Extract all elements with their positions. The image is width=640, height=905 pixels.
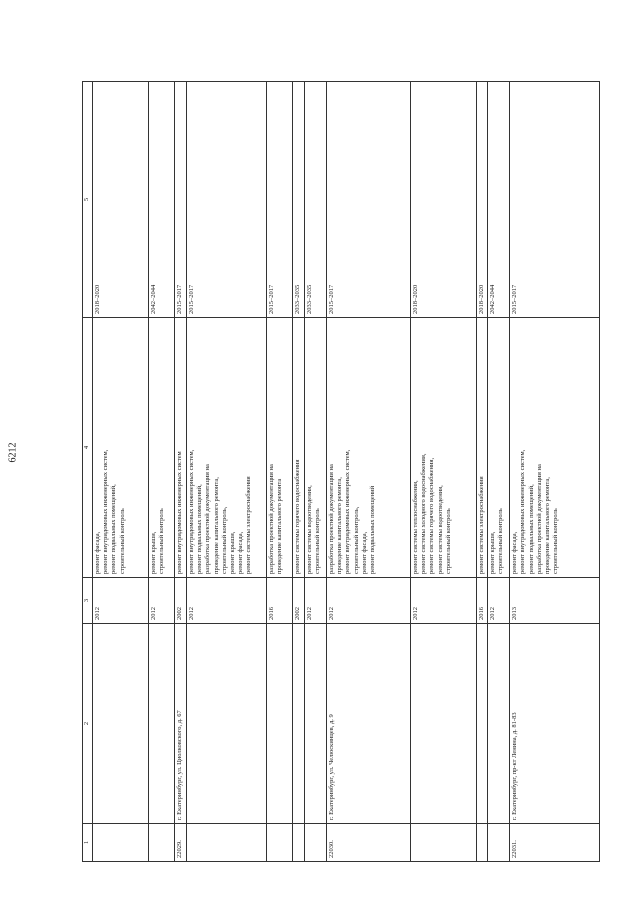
row-period: 2042–2044: [488, 82, 510, 318]
row-year: 2002: [175, 578, 187, 624]
work-line: ремонт фасада,: [94, 531, 101, 574]
row-number: [305, 824, 327, 862]
row-number: [93, 824, 149, 862]
work-line: ремонт внутридомовых инженерных систем: [176, 451, 183, 574]
work-line: ремонт системы электроснабжения: [478, 476, 485, 574]
row-address: [477, 624, 488, 824]
work-line: ремонт внутридомовых инженерных систем,: [188, 449, 195, 574]
row-period: 2033–2035: [293, 82, 305, 318]
page-number-area: [0, 0, 25, 905]
row-work: [327, 318, 411, 578]
work-line: ремонт подвальных помещений: [369, 485, 377, 574]
row-period: 2033–2035: [305, 82, 327, 318]
row-year: 2012: [488, 578, 510, 624]
row-address: [267, 624, 293, 824]
row-number: 22030.: [327, 824, 411, 862]
table-row: [327, 82, 411, 862]
row-address: [411, 624, 477, 824]
table-row: [293, 82, 305, 862]
row-address: г. Екатеринбург, пр-кт Ленина, д. 81-83: [510, 624, 600, 824]
row-work: [477, 318, 488, 578]
header-col-1: 1: [83, 824, 93, 862]
work-line: строительный контроль,: [220, 506, 228, 574]
table-row: [477, 82, 488, 862]
work-line: разработка проектной документации на: [535, 464, 543, 574]
row-number: [488, 824, 510, 862]
table-row: [305, 82, 327, 862]
row-period: 2042–2044: [149, 82, 175, 318]
table-row: [187, 82, 267, 862]
work-line: проведение капитального ремонта,: [212, 477, 220, 574]
row-work: [187, 318, 267, 578]
row-number: [149, 824, 175, 862]
work-line: ремонт системы водоотведения,: [306, 485, 313, 574]
work-line: ремонт системы горячего водоснабжения,: [428, 457, 436, 574]
work-line: ремонт подвальных помещений,: [527, 484, 535, 574]
row-year: 2013: [510, 578, 600, 624]
work-line: строительный контроль: [444, 508, 452, 574]
row-period: 2015–2017: [175, 82, 187, 318]
row-year: 2012: [305, 578, 327, 624]
row-work: [175, 318, 187, 578]
row-address: [488, 624, 510, 824]
row-year: 2012: [327, 578, 411, 624]
work-line: ремонт внутридомовых инженерных систем,: [519, 449, 527, 574]
row-period: 2015–2017: [267, 82, 293, 318]
work-line: ремонт внутридомовых инженерных систем,: [102, 449, 110, 574]
work-line: ремонт системы горячего водоснабжения: [294, 459, 301, 574]
header-col-4: 4: [83, 318, 93, 578]
row-address: [293, 624, 305, 824]
row-work: [488, 318, 510, 578]
work-line: ремонт крыши,: [229, 531, 237, 574]
work-line: строительный контроль: [118, 508, 126, 574]
work-line: ремонт системы электроснабжения: [245, 476, 253, 574]
row-work: [149, 318, 175, 578]
row-year: 2002: [293, 578, 305, 624]
row-work: [293, 318, 305, 578]
work-line: строительный контроль: [497, 508, 505, 574]
work-line: ремонт системы теплоснабжения,: [412, 480, 419, 574]
table-row: [510, 82, 600, 862]
work-line: ремонт фасада,: [360, 531, 368, 574]
document-rotated-area: [82, 82, 600, 862]
header-col-5: 5: [83, 82, 93, 318]
work-line: ремонт системы водоотведения,: [436, 485, 444, 574]
row-address: [149, 624, 175, 824]
row-year: 2016: [267, 578, 293, 624]
row-work: [93, 318, 149, 578]
page-number: 6212: [7, 442, 18, 463]
work-line: ремонт системы холодного водоснабжения,: [420, 453, 428, 574]
row-address: г. Екатеринбург, ул. Циолковского, д. 67: [175, 624, 187, 824]
row-period: 2018–2020: [411, 82, 477, 318]
row-number: [477, 824, 488, 862]
table-row: [267, 82, 293, 862]
work-line: проведение капитального ремонта,: [336, 477, 344, 574]
row-year: 2016: [477, 578, 488, 624]
table-row: [93, 82, 149, 862]
work-line: ремонт крыши,: [150, 531, 157, 574]
row-work: [411, 318, 477, 578]
work-line: строительный контроль: [158, 508, 166, 574]
table-row: [488, 82, 510, 862]
header-col-3: 3: [83, 578, 93, 624]
work-line: ремонт подвальных помещений,: [196, 484, 204, 574]
work-line: строительный контроль: [314, 508, 322, 574]
row-year: 2012: [149, 578, 175, 624]
work-line: разработка проектной документации на: [204, 464, 212, 574]
row-number: [411, 824, 477, 862]
row-work: [305, 318, 327, 578]
row-work: [267, 318, 293, 578]
row-number: 22031.: [510, 824, 600, 862]
work-line: ремонт крыши,: [489, 531, 497, 574]
row-year: 2012: [411, 578, 477, 624]
work-line: ремонт внутридомовых инженерных систем,: [344, 449, 352, 574]
capital-repair-table: [82, 81, 600, 862]
header-col-2: 2: [83, 624, 93, 824]
work-line: проведение капитального ремонта,: [544, 477, 552, 574]
work-line: ремонт подвальных помещений,: [110, 484, 118, 574]
row-work: [510, 318, 600, 578]
table-row: [411, 82, 477, 862]
table-row: [149, 82, 175, 862]
row-number: [293, 824, 305, 862]
work-line: ремонт фасада,: [237, 531, 245, 574]
row-number: [267, 824, 293, 862]
table-row: [175, 82, 187, 862]
table-header-row: [83, 82, 93, 862]
row-period: 2015–2017: [187, 82, 267, 318]
work-line: проведение капитального ремонта: [276, 478, 284, 574]
row-year: 2012: [187, 578, 267, 624]
row-period: 2015–2017: [327, 82, 411, 318]
row-number: [187, 824, 267, 862]
row-year: 2012: [93, 578, 149, 624]
work-line: разработка проектной документации на: [328, 464, 335, 574]
work-line: ремонт фасада,: [511, 531, 519, 574]
row-address: г. Екатеринбург, ул. Челюскинцев, д. 9: [327, 624, 411, 824]
work-line: строительный контроль: [552, 508, 560, 574]
row-period: 2018–2020: [93, 82, 149, 318]
row-address: [187, 624, 267, 824]
row-address: [305, 624, 327, 824]
document-table-wrapper: [82, 82, 600, 862]
row-number: 22029.: [175, 824, 187, 862]
row-period: 2018–2020: [477, 82, 488, 318]
row-period: 2015–2017: [510, 82, 600, 318]
row-address: [93, 624, 149, 824]
work-line: строительный контроль,: [352, 506, 360, 574]
work-line: разработка проектной документации на: [268, 464, 275, 574]
